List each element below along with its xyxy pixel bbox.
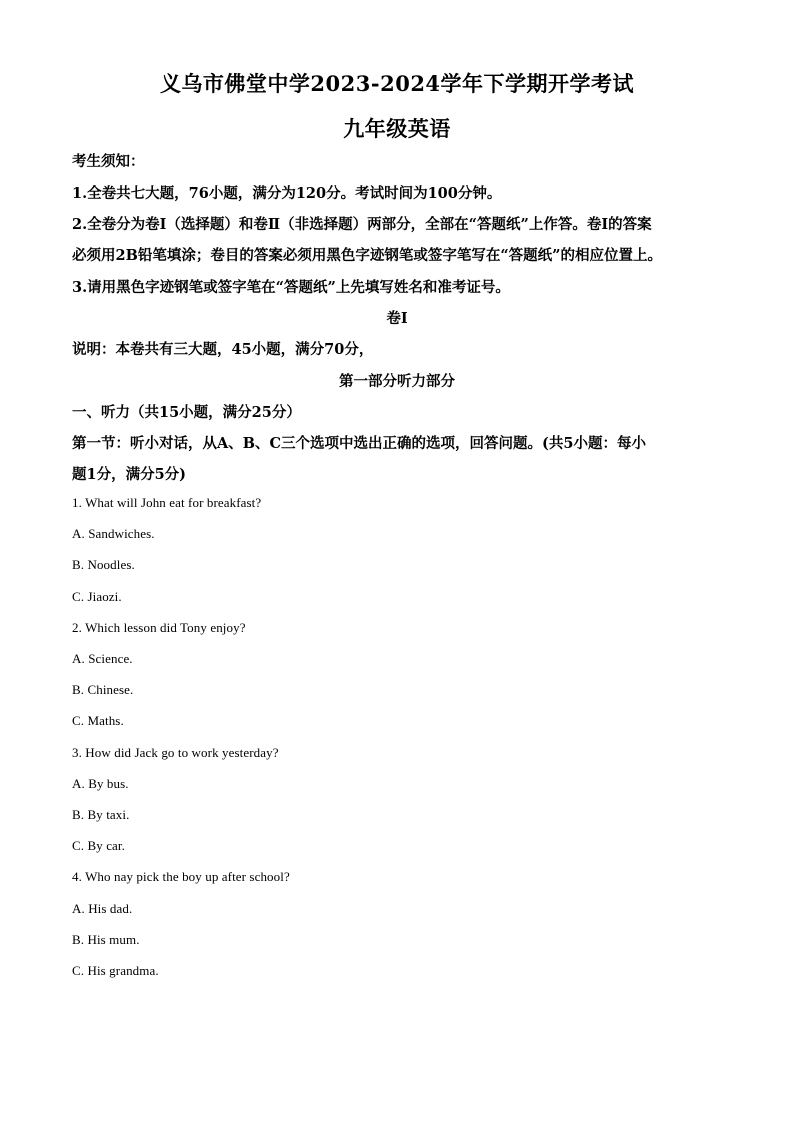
volume-label: 卷Ⅰ	[386, 310, 408, 327]
notice-item-2-line-2: 必须用2B铅笔填涂；卷目的答案必须用黑色字迹钢笔或签字笔写在“答题纸”的相应位置上。	[72, 247, 663, 264]
question-1-option-c: C. Jiaozi.	[72, 589, 122, 604]
question-2-option-a: A. Science.	[72, 651, 133, 666]
subsection-instruction-line-1: 第一节：听小对话，从A、B、C三个选项中选出正确的选项，回答问题。(共5小题：每小	[72, 435, 646, 452]
question-3-stem: 3. How did Jack go to work yesterday?	[72, 745, 279, 760]
question-4-option-c: C. His grandma.	[72, 963, 159, 978]
notice-item-1: 1.全卷共七大题，76小题，满分为120分。考试时间为100分钟。	[72, 185, 502, 202]
exam-title: 义乌市佛堂中学2023-2024学年下学期开学考试	[159, 71, 635, 96]
question-4-stem: 4. Who nay pick the boy up after school?	[72, 869, 290, 884]
question-1-option-b: B. Noodles.	[72, 557, 135, 572]
volume-description: 说明：本卷共有三大题，45小题，满分70分，	[72, 341, 374, 358]
notice-item-2-line-1: 2.全卷分为卷Ⅰ（选择题）和卷Ⅱ（非选择题）两部分，全部在“答题纸”上作答。卷Ⅰ的答案	[72, 216, 652, 233]
question-4-option-a: A. His dad.	[72, 901, 133, 916]
question-3-option-b: B. By taxi.	[72, 807, 130, 822]
notice-item-3: 3.请用黑色字迹钢笔或签字笔在“答题纸”上先填写姓名和准考证号。	[72, 279, 510, 296]
question-1-stem: 1. What will John eat for breakfast?	[72, 495, 262, 510]
question-3-option-a: A. By bus.	[72, 776, 129, 791]
section-title: 一、听力（共15小题，满分25分）	[72, 404, 301, 421]
question-2-option-c: C. Maths.	[72, 713, 124, 728]
question-2-option-b: B. Chinese.	[72, 682, 134, 697]
question-4-option-b: B. His mum.	[72, 932, 140, 947]
question-1-option-a: A. Sandwiches.	[72, 526, 155, 541]
notice-heading: 考生须知：	[72, 153, 145, 170]
question-3-option-c: C. By car.	[72, 838, 125, 853]
question-2-stem: 2. Which lesson did Tony enjoy?	[72, 620, 246, 635]
subsection-instruction-line-2: 题1分，满分5分)	[72, 466, 187, 483]
exam-subtitle: 九年级英语	[343, 116, 451, 141]
part-label: 第一部分听力部分	[339, 373, 455, 390]
